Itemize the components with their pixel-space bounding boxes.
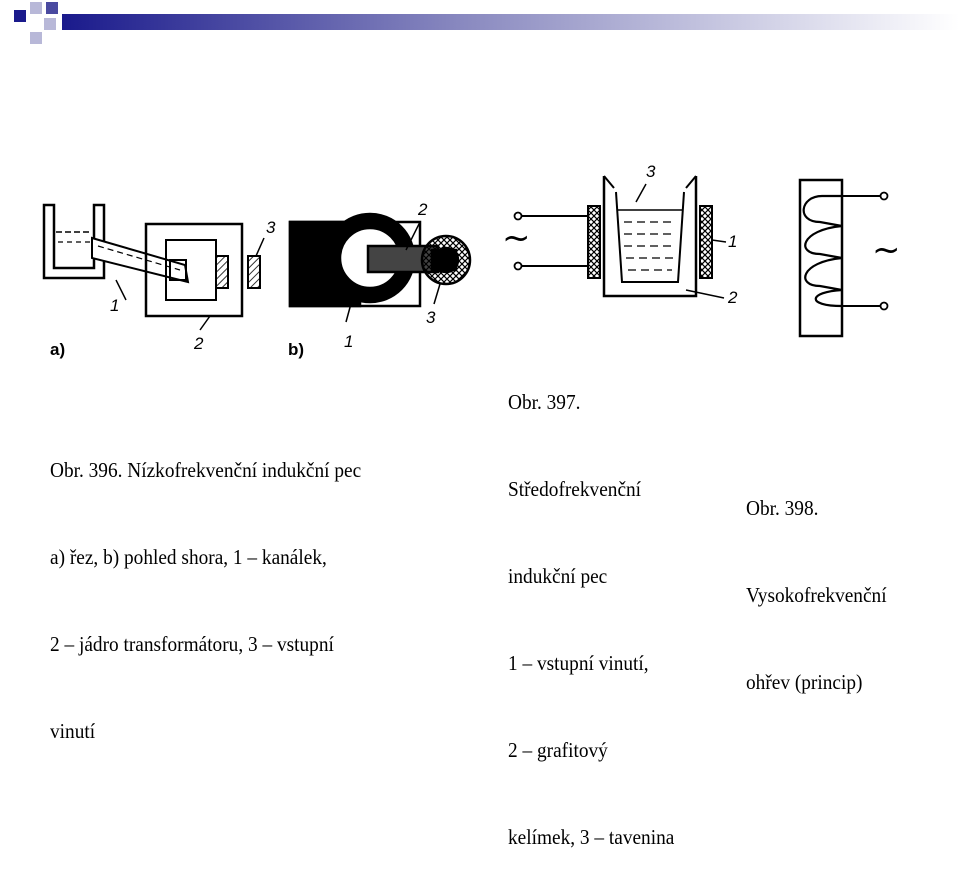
caption-line: kelímek, 3 – tavenina <box>508 825 675 849</box>
fig397-coil-right <box>700 206 712 278</box>
fig397-part-1: 1 <box>728 232 738 251</box>
fig396b-part-2: 2 <box>418 200 428 219</box>
fig397-ac-symbol: ~ <box>502 218 531 258</box>
fig397-terminal <box>515 263 522 270</box>
fig398-caption <box>746 436 887 726</box>
fig397-part-2: 2 <box>728 288 738 307</box>
fig396-label-b: b) <box>288 340 305 359</box>
fig396b-part-3: 3 <box>426 308 436 327</box>
caption-line: Vysokofrekvenční <box>746 583 887 607</box>
fig396a-coil-outer <box>248 256 260 288</box>
fig398-ac-symbol: ~ <box>872 230 901 270</box>
caption-line: 2 – grafitový <box>508 738 608 762</box>
fig396-part-3: 3 <box>266 218 276 237</box>
caption-line: vinutí <box>50 719 96 743</box>
fig397-coil-left <box>588 206 600 278</box>
caption-line: Obr. 396. Nízkofrekvenční indukční pec <box>50 458 362 482</box>
fig396a-coil-inner <box>216 256 228 288</box>
caption-line: a) řez, b) pohled shora, 1 – kanálek, <box>50 545 327 569</box>
fig397-caption <box>508 330 674 881</box>
caption-line: ohřev (princip) <box>746 670 863 694</box>
fig398-terminal <box>881 193 888 200</box>
caption-line: Obr. 398. <box>746 496 819 520</box>
fig396b-topview <box>290 214 470 322</box>
fig397-crucible <box>604 176 696 296</box>
caption-line: 1 – vstupní vinutí, <box>508 651 649 675</box>
fig398-terminal <box>881 303 888 310</box>
fig397-part-3: 3 <box>646 162 656 181</box>
caption-line: Středofrekvenční <box>508 477 642 501</box>
caption-line: indukční pec <box>508 564 608 588</box>
fig396-label-a: a) <box>50 340 66 359</box>
caption-line: Obr. 397. <box>508 390 581 414</box>
fig396-part-2: 2 <box>194 334 204 353</box>
caption-line: 2 – jádro transformátoru, 3 – vstupní <box>50 632 334 656</box>
fig396b-part-1: 1 <box>344 332 354 351</box>
fig396-part-1: 1 <box>110 296 120 315</box>
fig397-furnace <box>515 176 727 298</box>
fig396-caption <box>50 398 361 775</box>
fig397-crucible-inner <box>616 192 684 282</box>
fig396a-section <box>44 205 264 330</box>
